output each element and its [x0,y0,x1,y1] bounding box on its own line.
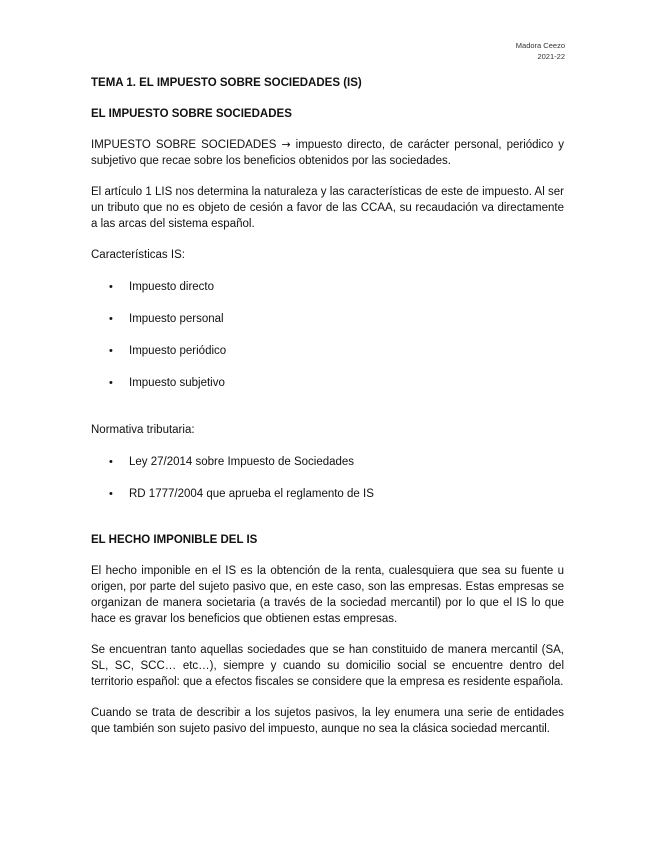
bullet-icon: • [109,345,113,357]
list-item: • Impuesto directo [109,281,215,293]
paragraph-sociedades: Se encuentran tanto aquellas sociedades que se han constituido de manera mercantil (SA, SL, SC, SCC… etc…), siempre y cuando su domicilio social se encuentre dentro del territorio español: que a efectos fiscales se considere que la empresa es residente española. [91,644,564,688]
normativa-label: Normativa tributaria: [91,424,195,436]
author-name: Madora Ceezo [515,41,565,50]
definition-paragraph [91,137,564,169]
paragraph-sujetos-pasivos: Cuando se trata de describir a los sujetos pasivos, la ley enumera una serie de entidades que también son sujeto pasivo del impuesto, aunque no sea la clásica sociedad mercantil. [91,707,564,735]
paragraph-hecho-imponible: El hecho imponible en el IS es la obtención de la renta, cualesquiera que sea su fuente u origen, por parte del sujeto pasivo que, en este caso, son las empresas. Estas empresas se organizan de manera societaria (a través de la sociedad mercantil) por lo que el IS lo que hace es gravar los beneficios que obtienen estas empresas. [91,565,564,625]
list-item: • Impuesto subjetivo [109,377,225,389]
list-item: • Impuesto periódico [109,345,227,357]
bullet-icon: • [109,281,113,293]
right-arrow-icon: → [281,138,291,151]
caracteristicas-list [91,279,564,391]
bullet-icon: • [109,377,113,389]
list-item: • RD 1777/2004 que aprueba el reglamento de IS [109,488,374,500]
normativa-list [91,454,564,502]
document-body [91,76,564,737]
definition-term: IMPUESTO SOBRE SOCIEDADES [91,139,277,151]
bullet-icon: • [109,488,113,500]
paragraph-articulo: El artículo 1 LIS nos determina la naturaleza y las características de este de impuesto. Al ser un tributo que no es objeto de cesión a favor de las CCAA, su recaudación va directamente a las arcas del sistema español. [91,186,564,230]
caracteristicas-label: Características IS: [91,249,185,261]
bullet-icon: • [109,456,113,468]
list-item: • Impuesto personal [109,313,224,325]
bullet-icon: • [109,313,113,325]
section-heading-impuesto: EL IMPUESTO SOBRE SOCIEDADES [91,108,292,120]
list-item: • Ley 27/2014 sobre Impuesto de Sociedades [109,456,355,468]
definition-text: impuesto directo, de carácter personal, periódico y subjetivo que recae sobre los beneficios obtenidos por las sociedades. [91,139,564,167]
academic-year: 2021-22 [537,52,565,61]
section-heading-hecho-imponible: EL HECHO IMPONIBLE DEL IS [91,534,258,546]
page-header [516,40,565,62]
document-title: TEMA 1. EL IMPUESTO SOBRE SOCIEDADES (IS) [91,77,362,89]
